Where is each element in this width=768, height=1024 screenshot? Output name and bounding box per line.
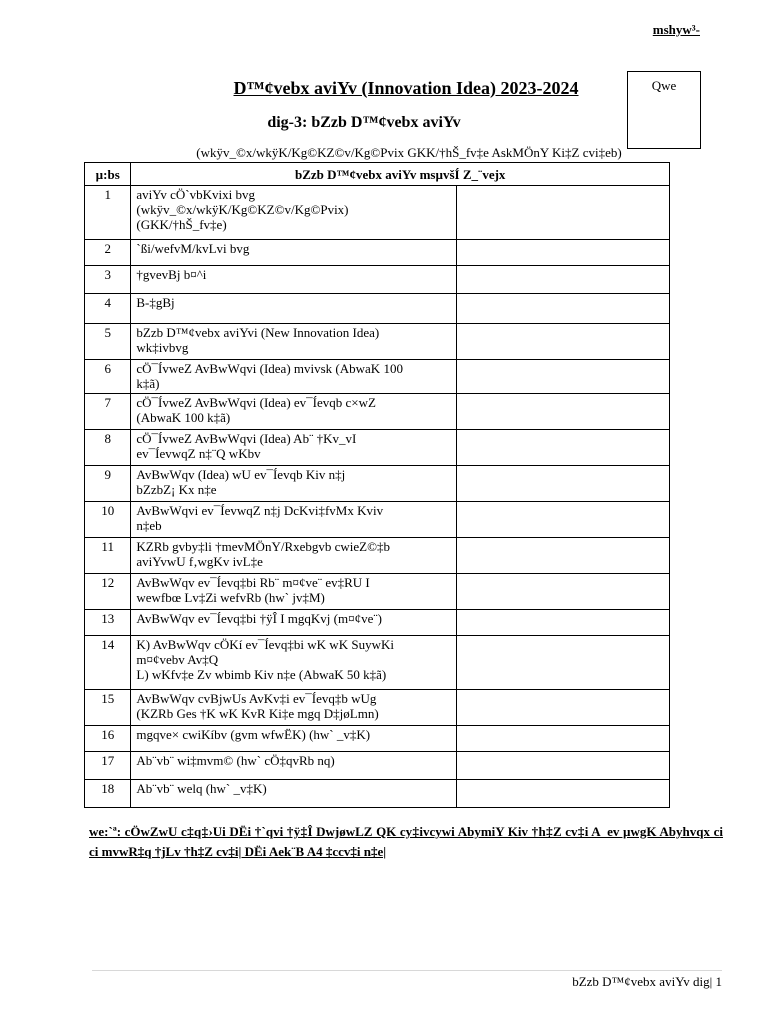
row-number: 16 bbox=[85, 726, 131, 752]
row-label-line: aviYv cÖ`vbKvixi bvg bbox=[136, 187, 255, 202]
row-label bbox=[131, 752, 457, 780]
row-answer-field[interactable] bbox=[457, 610, 670, 636]
row-label-line: Ab¨vb¨ wi‡mvm© (hw` cÖ‡qvRb nq) bbox=[136, 753, 335, 768]
table-row bbox=[85, 752, 670, 780]
row-label-line: (wkÿv_©x/wkÿK/Kg©KZ©v/Kg©Pvix) bbox=[136, 202, 349, 217]
form-instruction: (wkÿv_©x/wkÿK/Kg©KZ©v/Kg©Pvix GKK/†hŠ_fv‡e AskMÖnY Ki‡Z cvi‡eb) bbox=[196, 145, 622, 160]
row-label bbox=[131, 726, 457, 752]
row-label-line: bZzbZ¡ Kx n‡e bbox=[136, 482, 217, 497]
table-row bbox=[85, 324, 670, 360]
table-row bbox=[85, 726, 670, 752]
row-label-line: bZzb D™¢vebx aviYvi (New Innovation Idea) bbox=[136, 325, 380, 340]
row-answer-field[interactable] bbox=[457, 266, 670, 294]
table-row bbox=[85, 538, 670, 574]
row-label-line: KZRb gvby‡li †mevMÖnY/Rxebgvb cwieZ©‡b bbox=[136, 539, 390, 554]
row-answer-field[interactable] bbox=[457, 574, 670, 610]
row-number: 7 bbox=[85, 394, 131, 430]
row-label bbox=[131, 780, 457, 808]
row-answer-field[interactable] bbox=[457, 780, 670, 808]
table-row bbox=[85, 430, 670, 466]
row-number: 10 bbox=[85, 502, 131, 538]
row-label-line: m¤¢vebv Av‡Q bbox=[136, 652, 219, 667]
table-body bbox=[85, 186, 670, 808]
row-label bbox=[131, 240, 457, 266]
row-label-line: AvBwWqv ev¯Íevq‡bi †ÿÎ I mgqKvj (m¤¢ve¨) bbox=[136, 611, 383, 626]
row-label-line: L) wKfv‡e Zv wbimb Kiv n‡e (AbwaK 50 k‡ã) bbox=[136, 667, 387, 682]
row-label bbox=[131, 394, 457, 430]
table-row bbox=[85, 502, 670, 538]
row-label-line: †gvevBj b¤^i bbox=[136, 267, 207, 282]
table-row bbox=[85, 610, 670, 636]
row-label bbox=[131, 324, 457, 360]
footer-divider bbox=[92, 970, 722, 971]
row-number: 11 bbox=[85, 538, 131, 574]
innovation-form-table bbox=[84, 162, 670, 808]
row-label-line: B-‡gBj bbox=[136, 295, 175, 310]
table-header-row bbox=[85, 163, 670, 186]
row-label bbox=[131, 574, 457, 610]
row-answer-field[interactable] bbox=[457, 752, 670, 780]
row-answer-field[interactable] bbox=[457, 636, 670, 690]
description-column-header: bZzb D™¢vebx aviYv msµvšÍ Z_¨vejx bbox=[131, 163, 670, 186]
row-label-line: AvBwWqv ev¯Íevq‡bi Rb¨ m¤¢ve¨ ev‡RU I bbox=[136, 575, 370, 590]
row-number: 12 bbox=[85, 574, 131, 610]
row-number: 4 bbox=[85, 294, 131, 324]
row-number: 5 bbox=[85, 324, 131, 360]
row-label bbox=[131, 360, 457, 394]
row-answer-field[interactable] bbox=[457, 538, 670, 574]
row-label-line: cÖ¯ÍvweZ AvBwWqvi (Idea) ev¯Íevqb c×wZ bbox=[136, 395, 376, 410]
table-row bbox=[85, 780, 670, 808]
table-row bbox=[85, 186, 670, 240]
row-answer-field[interactable] bbox=[457, 690, 670, 726]
row-label bbox=[131, 502, 457, 538]
row-label-line: K) AvBwWqv cÖKí ev¯Íevq‡bi wK wK SuywKi bbox=[136, 637, 394, 652]
form-code: mshyw³- bbox=[652, 22, 700, 37]
row-answer-field[interactable] bbox=[457, 324, 670, 360]
table-row bbox=[85, 394, 670, 430]
row-number: 9 bbox=[85, 466, 131, 502]
row-label-line: Ab¨vb¨ welq (hw` _v‡K) bbox=[136, 781, 267, 796]
row-label-line: aviYvwU f‚wgKv ivL‡e bbox=[136, 554, 263, 569]
row-label bbox=[131, 186, 457, 240]
row-label-line: (AbwaK 100 k‡ã) bbox=[136, 410, 231, 425]
row-label-line: mgqve× cwiKíbv (gvm wfwËK) (hw` _v‡K) bbox=[136, 727, 371, 742]
row-label-line: wewfbœ Lv‡Zi wefvRb (hw` jv‡M) bbox=[136, 590, 325, 605]
row-label-line: cÖ¯ÍvweZ AvBwWqvi (Idea) Ab¨ †Kv_vI bbox=[136, 431, 357, 446]
row-number: 2 bbox=[85, 240, 131, 266]
row-answer-field[interactable] bbox=[457, 466, 670, 502]
row-label bbox=[131, 266, 457, 294]
row-number: 13 bbox=[85, 610, 131, 636]
row-label bbox=[131, 610, 457, 636]
row-label-line: n‡eb bbox=[136, 518, 162, 533]
row-label-line: (GKK/†hŠ_fv‡e) bbox=[136, 217, 227, 232]
row-number: 6 bbox=[85, 360, 131, 394]
row-label-line: wk‡ivbvg bbox=[136, 340, 189, 355]
row-label bbox=[131, 636, 457, 690]
row-answer-field[interactable] bbox=[457, 294, 670, 324]
row-number: 1 bbox=[85, 186, 131, 240]
row-answer-field[interactable] bbox=[457, 394, 670, 430]
row-label bbox=[131, 690, 457, 726]
row-label-line: AvBwWqv cvBjwUs AvKv‡i ev¯Íevq‡b wUg bbox=[136, 691, 377, 706]
table-row bbox=[85, 360, 670, 394]
row-label bbox=[131, 538, 457, 574]
form-note: we:`ª: cÖwZwU c‡q‡›Ui DËi †`qvi †ÿ‡Î DwjøwLZ QK cy‡ivcywi AbymiY Kiv †h‡Z cv‡i A_ev µwgK Abyhvqx ci ci mvwR‡q †jLv †h‡Z cv‡i| DËi Aek¨B A4 ‡ccv‡i n‡e| bbox=[89, 824, 723, 859]
row-label-line: (KZRb Ges †K wK KvR Ki‡e mgq D‡jøLmn) bbox=[136, 706, 379, 721]
row-label-line: cÖ¯ÍvweZ AvBwWqvi (Idea) mvivsk (AbwaK 100 bbox=[136, 361, 403, 376]
table-row bbox=[85, 466, 670, 502]
row-answer-field[interactable] bbox=[457, 240, 670, 266]
table-row bbox=[85, 636, 670, 690]
page-title: D™¢vebx aviYv (Innovation Idea) 2023-2024 bbox=[233, 78, 579, 98]
row-number: 14 bbox=[85, 636, 131, 690]
row-label-line: ev¯ÍevwqZ n‡¨Q wKbv bbox=[136, 446, 261, 461]
row-label-line: AvBwWqv (Idea) wU ev¯Íevqb Kiv n‡j bbox=[136, 467, 346, 482]
row-label-line: `ßi/wefvM/kvLvi bvg bbox=[136, 241, 250, 256]
row-label bbox=[131, 430, 457, 466]
row-label bbox=[131, 466, 457, 502]
row-answer-field[interactable] bbox=[457, 502, 670, 538]
table-row bbox=[85, 574, 670, 610]
row-number: 15 bbox=[85, 690, 131, 726]
row-answer-field[interactable] bbox=[457, 726, 670, 752]
page-footer: bZzb D™¢vebx aviYv dig| 1 bbox=[572, 974, 722, 989]
table-row bbox=[85, 240, 670, 266]
table-row bbox=[85, 294, 670, 324]
table-row bbox=[85, 266, 670, 294]
row-number: 18 bbox=[85, 780, 131, 808]
row-number: 3 bbox=[85, 266, 131, 294]
serial-column-header: µ:bs bbox=[85, 163, 131, 186]
row-number: 17 bbox=[85, 752, 131, 780]
row-label bbox=[131, 294, 457, 324]
row-label-line: k‡ã) bbox=[136, 376, 160, 391]
row-answer-field[interactable] bbox=[457, 186, 670, 240]
row-label-line: AvBwWqvi ev¯ÍevwqZ n‡j DcKvi‡fvMx Kviv bbox=[136, 503, 384, 518]
photo-box: Qwe bbox=[627, 71, 701, 149]
row-answer-field[interactable] bbox=[457, 360, 670, 394]
form-subtitle: dig-3: bZzb D™¢vebx aviYv bbox=[267, 114, 461, 131]
row-answer-field[interactable] bbox=[457, 430, 670, 466]
row-number: 8 bbox=[85, 430, 131, 466]
table-row bbox=[85, 690, 670, 726]
